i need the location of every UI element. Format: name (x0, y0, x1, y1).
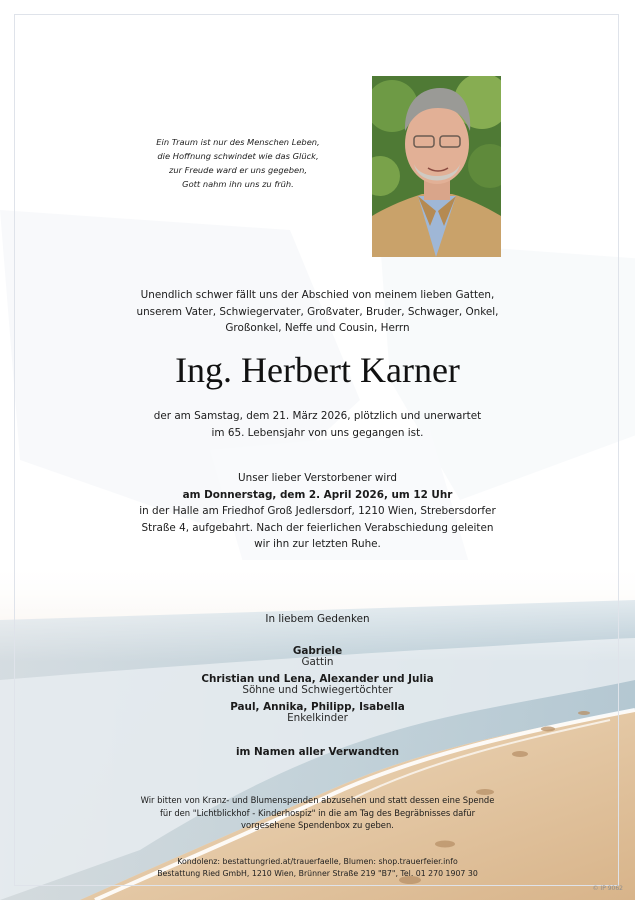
footer-line: Bestattung Ried GmbH, 1210 Wien, Brünner Straße 219 "B7", Tel. 01 270 1907 30 (157, 869, 478, 878)
death-line: der am Samstag, dem 21. März 2026, plötzlich und unerwartet (153, 410, 482, 422)
donation-line: für den "Lichtblickhof - Kinderhospiz" in die am Tag des Begräbnisses dafür (159, 807, 476, 818)
family-relation: Söhne und Schwiegertöchter (242, 684, 393, 696)
funeral-lead: Unser lieber Verstorbener wird (238, 472, 397, 484)
family-entry (0, 702, 635, 724)
intro-text (0, 287, 635, 337)
poem-line: zur Freude ward er uns gegeben, (168, 165, 308, 175)
funeral-date: am Donnerstag, dem 2. April 2026, um 12 Uhr (182, 488, 453, 501)
funeral-line: in der Halle am Friedhof Groß Jedlersdorf, 1210 Wien, Strebersdorfer (139, 505, 496, 517)
beach-background (0, 560, 635, 900)
relatives-line: im Namen aller Verwandten (235, 746, 400, 758)
funeral-line: wir ihn zur letzten Ruhe. (254, 538, 381, 550)
intro-line: Großonkel, Neffe und Cousin, Herrn (225, 322, 410, 334)
portrait-photo (372, 76, 501, 257)
donation-line: Wir bitten von Kranz- und Blumenspenden abzusehen und statt dessen eine Spende (140, 795, 495, 805)
deceased-name: Ing. Herbert Karner (175, 350, 460, 390)
donation-request (0, 794, 635, 832)
donation-line: vorgesehene Spendenbox zu geben. (241, 820, 394, 830)
family-entry (0, 646, 635, 668)
memory-heading: In liebem Gedenken (265, 613, 370, 625)
death-notice (0, 408, 635, 441)
poem-line: die Hoffnung schwindet wie das Glück, (157, 151, 319, 161)
family-relation: Enkelkinder (287, 712, 348, 724)
family-entry (0, 674, 635, 696)
intro-line: unserem Vater, Schwiegervater, Großvater, Bruder, Schwager, Onkel, (136, 305, 499, 318)
intro-line: Unendlich schwer fällt uns der Abschied von meinem lieben Gatten, (140, 289, 495, 301)
family-relation: Gattin (301, 656, 334, 668)
poem (128, 135, 348, 191)
family-list (0, 646, 635, 730)
footer-line: Kondolenz: bestattungried.at/trauerfaelle, Blumen: shop.trauerfeier.info (177, 857, 458, 866)
family-names: Gabriele (292, 645, 343, 657)
document-code: © IP 9062 (592, 885, 623, 892)
family-names: Paul, Annika, Philipp, Isabella (230, 701, 405, 713)
poem-line: Ein Traum ist nur des Menschen Leben, (156, 137, 320, 147)
funeral-home-footer (0, 856, 635, 880)
death-line: im 65. Lebensjahr von uns gegangen ist. (211, 426, 424, 439)
funeral-details (0, 470, 635, 553)
funeral-line: Straße 4, aufgebahrt. Nach der feierlichen Verabschiedung geleiten (141, 521, 494, 534)
poem-line: Gott nahm ihn uns zu früh. (182, 179, 294, 189)
family-names: Christian und Lena, Alexander und Julia (201, 673, 434, 685)
